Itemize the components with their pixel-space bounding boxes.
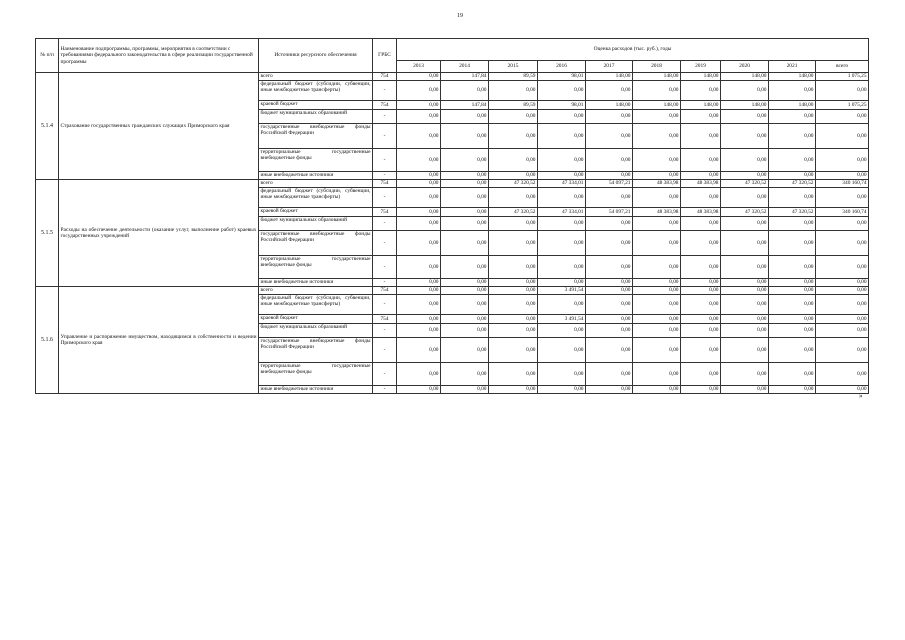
value-cell: 147,84 [441, 101, 489, 110]
header-year: 2019 [681, 61, 721, 73]
grbs-cell: - [373, 172, 397, 180]
value-cell: 0,00 [633, 188, 681, 208]
value-cell: 0,00 [489, 188, 538, 208]
value-cell: 0,00 [489, 338, 538, 363]
value-cell: 0,00 [816, 256, 869, 279]
value-cell: 0,00 [586, 149, 633, 172]
value-cell: 0,00 [633, 124, 681, 149]
value-cell: 340 160,74 [816, 208, 869, 217]
value-cell: 0,00 [721, 324, 769, 338]
value-cell: 148,00 [633, 101, 681, 110]
value-cell: 0,00 [441, 172, 489, 180]
header-year: 2018 [633, 61, 681, 73]
value-cell: 0,00 [721, 363, 769, 386]
value-cell: 0,00 [681, 231, 721, 256]
value-cell: 0,00 [769, 81, 816, 101]
grbs-cell: 754 [373, 315, 397, 324]
value-cell: 0,00 [397, 180, 441, 188]
value-cell: 0,00 [397, 172, 441, 180]
value-cell: 0,00 [538, 279, 586, 287]
value-cell: 0,00 [586, 295, 633, 315]
value-cell: 0,00 [586, 279, 633, 287]
value-cell: 47 320,52 [769, 208, 816, 217]
value-cell: 0,00 [816, 149, 869, 172]
value-cell: 0,00 [769, 110, 816, 124]
section-name: Страхование государственных гражданских служащих Приморского края [59, 73, 259, 180]
value-cell: 0,00 [538, 324, 586, 338]
value-cell: 0,00 [489, 231, 538, 256]
value-cell: 0,00 [633, 295, 681, 315]
value-cell: 0,00 [633, 81, 681, 101]
value-cell: 0,00 [769, 172, 816, 180]
value-cell: 0,00 [397, 363, 441, 386]
value-cell: 0,00 [586, 217, 633, 231]
value-cell: 89,59 [489, 73, 538, 81]
section-number: 5.1.6 [36, 287, 59, 394]
grbs-cell: - [373, 324, 397, 338]
header-year: 2017 [586, 61, 633, 73]
grbs-cell: 754 [373, 180, 397, 188]
value-cell: 3 491,54 [538, 287, 586, 295]
value-cell: 340 160,74 [816, 180, 869, 188]
value-cell: 0,00 [721, 287, 769, 295]
value-cell: 0,00 [681, 188, 721, 208]
value-cell: 0,00 [397, 188, 441, 208]
value-cell: 0,00 [586, 287, 633, 295]
value-cell: 0,00 [489, 315, 538, 324]
value-cell: 0,00 [586, 124, 633, 149]
value-cell: 0,00 [769, 256, 816, 279]
value-cell: 0,00 [816, 124, 869, 149]
value-cell: 0,00 [397, 124, 441, 149]
header-year: 2020 [721, 61, 769, 73]
section-name: Расходы на обеспечение деятельности (оказание услуг, выполнение работ) краевых государственных учреждений [59, 180, 259, 287]
value-cell: 47 320,52 [721, 180, 769, 188]
value-cell: 0,00 [681, 338, 721, 363]
value-cell: 148,00 [586, 101, 633, 110]
value-cell: 0,00 [441, 231, 489, 256]
value-cell: 0,00 [489, 279, 538, 287]
value-cell: 0,00 [441, 124, 489, 149]
value-cell: 148,00 [769, 73, 816, 81]
source-cell: иные внебюджетные источники [259, 386, 373, 394]
value-cell: 0,00 [441, 363, 489, 386]
budget-table [35, 38, 869, 394]
value-cell: 0,00 [769, 338, 816, 363]
value-cell: 0,00 [586, 256, 633, 279]
value-cell: 0,00 [489, 287, 538, 295]
value-cell: 0,00 [441, 149, 489, 172]
value-cell: 0,00 [681, 81, 721, 101]
value-cell: 0,00 [489, 256, 538, 279]
value-cell: 0,00 [681, 279, 721, 287]
header-grbs: ГРБС [373, 39, 397, 73]
value-cell: 0,00 [441, 256, 489, 279]
value-cell: 0,00 [489, 172, 538, 180]
value-cell: 0,00 [633, 256, 681, 279]
value-cell: 0,00 [538, 363, 586, 386]
value-cell: 0,00 [538, 81, 586, 101]
source-cell: иные внебюджетные источники [259, 172, 373, 180]
section-number: 5.1.4 [36, 73, 59, 180]
table-body [36, 73, 869, 394]
source-cell: всего [259, 180, 373, 188]
source-cell: всего [259, 73, 373, 81]
grbs-cell: 754 [373, 73, 397, 81]
value-cell: 1 075,25 [816, 73, 869, 81]
header-total: всего [816, 61, 869, 73]
value-cell: 3 491,54 [538, 315, 586, 324]
source-cell: краевой бюджет [259, 101, 373, 110]
value-cell: 47 320,52 [769, 180, 816, 188]
table-row [36, 180, 869, 188]
header-year: 2015 [489, 61, 538, 73]
value-cell: 148,00 [586, 73, 633, 81]
value-cell: 0,00 [816, 324, 869, 338]
source-cell: всего [259, 287, 373, 295]
value-cell: 0,00 [633, 279, 681, 287]
value-cell: 0,00 [538, 188, 586, 208]
value-cell: 0,00 [769, 279, 816, 287]
value-cell: 148,00 [633, 73, 681, 81]
value-cell: 147,84 [441, 73, 489, 81]
value-cell: 89,59 [489, 101, 538, 110]
value-cell: 0,00 [586, 338, 633, 363]
header-source: Источники ресурсного обеспечения [259, 39, 373, 73]
value-cell: 0,00 [769, 363, 816, 386]
grbs-cell: - [373, 279, 397, 287]
header-name: Наименование подпрограммы, программы, мероприятия в соответствии с требованиями федерального законодательства в сфере реализации государственной программы [59, 39, 259, 73]
source-cell: краевой бюджет [259, 208, 373, 217]
grbs-cell: - [373, 188, 397, 208]
source-cell: государственные внебюджетные фонды Российской Федерации [259, 124, 373, 149]
value-cell: 0,00 [397, 287, 441, 295]
value-cell: 0,00 [538, 338, 586, 363]
value-cell: 0,00 [721, 81, 769, 101]
value-cell: 98,01 [538, 73, 586, 81]
header-estimate: Оценка расходов (тыс. руб.), годы [397, 39, 869, 61]
value-cell: 0,00 [721, 338, 769, 363]
value-cell: 0,00 [721, 110, 769, 124]
value-cell: 0,00 [441, 295, 489, 315]
value-cell: 0,00 [633, 217, 681, 231]
value-cell: 0,00 [538, 217, 586, 231]
source-cell: федеральный бюджет (субсидии, субвенции, иные межбюджетные трансферты) [259, 81, 373, 101]
grbs-cell: - [373, 295, 397, 315]
value-cell: 0,00 [538, 386, 586, 394]
value-cell: 0,00 [441, 324, 489, 338]
value-cell: 0,00 [769, 124, 816, 149]
grbs-cell: - [373, 110, 397, 124]
value-cell: 0,00 [816, 279, 869, 287]
value-cell: 0,00 [489, 124, 538, 149]
value-cell: 0,00 [816, 363, 869, 386]
source-cell: иные внебюджетные источники [259, 279, 373, 287]
value-cell: 0,00 [489, 81, 538, 101]
value-cell: 47 334,01 [538, 208, 586, 217]
value-cell: 0,00 [681, 287, 721, 295]
value-cell: 0,00 [633, 386, 681, 394]
value-cell: 0,00 [721, 231, 769, 256]
value-cell: 0,00 [489, 386, 538, 394]
value-cell: 0,00 [633, 231, 681, 256]
value-cell: 0,00 [489, 110, 538, 124]
source-cell: федеральный бюджет (субсидии, субвенции, иные межбюджетные трансферты) [259, 295, 373, 315]
header-row [36, 39, 869, 61]
value-cell: 0,00 [397, 279, 441, 287]
value-cell: 0,00 [816, 188, 869, 208]
value-cell: 0,00 [816, 295, 869, 315]
value-cell: 0,00 [441, 81, 489, 101]
grbs-cell: - [373, 81, 397, 101]
value-cell: 0,00 [489, 324, 538, 338]
value-cell: 0,00 [441, 287, 489, 295]
value-cell: 0,00 [538, 295, 586, 315]
source-cell: территориальные государственные внебюджетные фонды [259, 149, 373, 172]
source-cell: бюджет муниципальных образований [259, 324, 373, 338]
value-cell: 1 075,25 [816, 101, 869, 110]
value-cell: 0,00 [586, 324, 633, 338]
grbs-cell: - [373, 386, 397, 394]
value-cell: 48 383,98 [681, 208, 721, 217]
value-cell: 48 383,98 [633, 208, 681, 217]
value-cell: 0,00 [769, 315, 816, 324]
table-header [36, 39, 869, 73]
value-cell: 0,00 [681, 217, 721, 231]
header-year: 2013 [397, 61, 441, 73]
value-cell: 0,00 [816, 231, 869, 256]
value-cell: 0,00 [538, 256, 586, 279]
value-cell: 148,00 [721, 73, 769, 81]
value-cell: 0,00 [586, 110, 633, 124]
value-cell: 0,00 [538, 172, 586, 180]
value-cell: 0,00 [816, 386, 869, 394]
value-cell: 0,00 [816, 315, 869, 324]
value-cell: 0,00 [633, 315, 681, 324]
grbs-cell: - [373, 149, 397, 172]
value-cell: 0,00 [441, 180, 489, 188]
table-row [36, 287, 869, 295]
value-cell: 0,00 [681, 386, 721, 394]
value-cell: 0,00 [816, 287, 869, 295]
value-cell: 0,00 [489, 217, 538, 231]
value-cell: 0,00 [769, 295, 816, 315]
value-cell: 0,00 [397, 73, 441, 81]
value-cell: 0,00 [721, 188, 769, 208]
value-cell: 0,00 [397, 315, 441, 324]
value-cell: 0,00 [681, 256, 721, 279]
value-cell: 0,00 [816, 217, 869, 231]
value-cell: 0,00 [633, 338, 681, 363]
value-cell: 0,00 [489, 149, 538, 172]
value-cell: 0,00 [769, 231, 816, 256]
value-cell: 0,00 [441, 338, 489, 363]
source-cell: территориальные государственные внебюджетные фонды [259, 363, 373, 386]
value-cell: 48 383,98 [633, 180, 681, 188]
header-num: № п/п [36, 39, 59, 73]
value-cell: 0,00 [397, 208, 441, 217]
value-cell: 0,00 [586, 81, 633, 101]
value-cell: 0,00 [721, 256, 769, 279]
value-cell: 0,00 [721, 295, 769, 315]
value-cell: 0,00 [721, 315, 769, 324]
value-cell: 0,00 [633, 363, 681, 386]
value-cell: 0,00 [586, 315, 633, 324]
value-cell: 0,00 [538, 110, 586, 124]
source-cell: государственные внебюджетные фонды Российской Федерации [259, 231, 373, 256]
value-cell: 0,00 [586, 188, 633, 208]
value-cell: 0,00 [489, 295, 538, 315]
source-cell: краевой бюджет [259, 315, 373, 324]
value-cell: 0,00 [397, 110, 441, 124]
value-cell: 0,00 [441, 386, 489, 394]
value-cell: 0,00 [681, 324, 721, 338]
value-cell: 0,00 [633, 172, 681, 180]
source-cell: территориальные государственные внебюджетные фонды [259, 256, 373, 279]
header-year: 2021 [769, 61, 816, 73]
value-cell: 0,00 [397, 256, 441, 279]
value-cell: 0,00 [633, 110, 681, 124]
value-cell: 0,00 [538, 231, 586, 256]
grbs-cell: 754 [373, 208, 397, 217]
value-cell: 0,00 [538, 149, 586, 172]
grbs-cell: - [373, 124, 397, 149]
value-cell: 0,00 [769, 386, 816, 394]
value-cell: 0,00 [633, 149, 681, 172]
value-cell: 0,00 [586, 172, 633, 180]
value-cell: 47 320,52 [721, 208, 769, 217]
value-cell: 0,00 [769, 217, 816, 231]
value-cell: 0,00 [397, 101, 441, 110]
grbs-cell: 754 [373, 287, 397, 295]
value-cell: 98,01 [538, 101, 586, 110]
value-cell: 47 320,52 [489, 208, 538, 217]
value-cell: 54 097,21 [586, 208, 633, 217]
value-cell: 0,00 [441, 208, 489, 217]
value-cell: 48 383,98 [681, 180, 721, 188]
value-cell: 0,00 [721, 149, 769, 172]
grbs-cell: - [373, 256, 397, 279]
value-cell: 47 334,01 [538, 180, 586, 188]
value-cell: 0,00 [769, 188, 816, 208]
grbs-cell: - [373, 217, 397, 231]
value-cell: 0,00 [441, 279, 489, 287]
value-cell: 0,00 [816, 81, 869, 101]
section-number: 5.1.5 [36, 180, 59, 287]
value-cell: 0,00 [721, 217, 769, 231]
value-cell: 0,00 [538, 124, 586, 149]
value-cell: 0,00 [816, 338, 869, 363]
value-cell: 54 097,21 [586, 180, 633, 188]
source-cell: бюджет муниципальных образований [259, 110, 373, 124]
value-cell: 0,00 [721, 386, 769, 394]
grbs-cell: - [373, 363, 397, 386]
section-name: Управление и распоряжение имуществом, находящимся в собственности и ведении Приморского края [59, 287, 259, 394]
value-cell: 0,00 [441, 217, 489, 231]
value-cell: 0,00 [816, 110, 869, 124]
value-cell: 0,00 [681, 363, 721, 386]
value-cell: 148,00 [681, 73, 721, 81]
value-cell: 0,00 [586, 363, 633, 386]
table-row [36, 73, 869, 81]
footer-mark: » [859, 392, 863, 400]
value-cell: 0,00 [681, 124, 721, 149]
value-cell: 148,00 [681, 101, 721, 110]
value-cell: 0,00 [633, 287, 681, 295]
value-cell: 0,00 [397, 324, 441, 338]
value-cell: 0,00 [681, 172, 721, 180]
value-cell: 0,00 [489, 363, 538, 386]
value-cell: 0,00 [721, 124, 769, 149]
value-cell: 0,00 [681, 295, 721, 315]
value-cell: 0,00 [721, 172, 769, 180]
value-cell: 0,00 [397, 81, 441, 101]
value-cell: 0,00 [397, 295, 441, 315]
header-year: 2014 [441, 61, 489, 73]
page-number: 19 [457, 13, 463, 19]
value-cell: 0,00 [633, 324, 681, 338]
value-cell: 148,00 [721, 101, 769, 110]
value-cell: 0,00 [769, 324, 816, 338]
value-cell: 0,00 [769, 149, 816, 172]
header-year: 2016 [538, 61, 586, 73]
value-cell: 0,00 [769, 287, 816, 295]
value-cell: 0,00 [397, 338, 441, 363]
value-cell: 0,00 [681, 149, 721, 172]
value-cell: 0,00 [397, 149, 441, 172]
value-cell: 0,00 [397, 217, 441, 231]
source-cell: бюджет муниципальных образований [259, 217, 373, 231]
source-cell: государственные внебюджетные фонды Российской Федерации [259, 338, 373, 363]
value-cell: 148,00 [769, 101, 816, 110]
value-cell: 0,00 [721, 279, 769, 287]
value-cell: 0,00 [441, 315, 489, 324]
value-cell: 0,00 [586, 386, 633, 394]
value-cell: 0,00 [681, 110, 721, 124]
grbs-cell: - [373, 231, 397, 256]
grbs-cell: 754 [373, 101, 397, 110]
value-cell: 0,00 [586, 231, 633, 256]
value-cell: 0,00 [441, 188, 489, 208]
value-cell: 0,00 [441, 110, 489, 124]
value-cell: 0,00 [397, 231, 441, 256]
grbs-cell: - [373, 338, 397, 363]
value-cell: 0,00 [681, 315, 721, 324]
value-cell: 47 320,52 [489, 180, 538, 188]
value-cell: 0,00 [816, 172, 869, 180]
source-cell: федеральный бюджет (субсидии, субвенции, иные межбюджетные трансферты) [259, 188, 373, 208]
value-cell: 0,00 [397, 386, 441, 394]
